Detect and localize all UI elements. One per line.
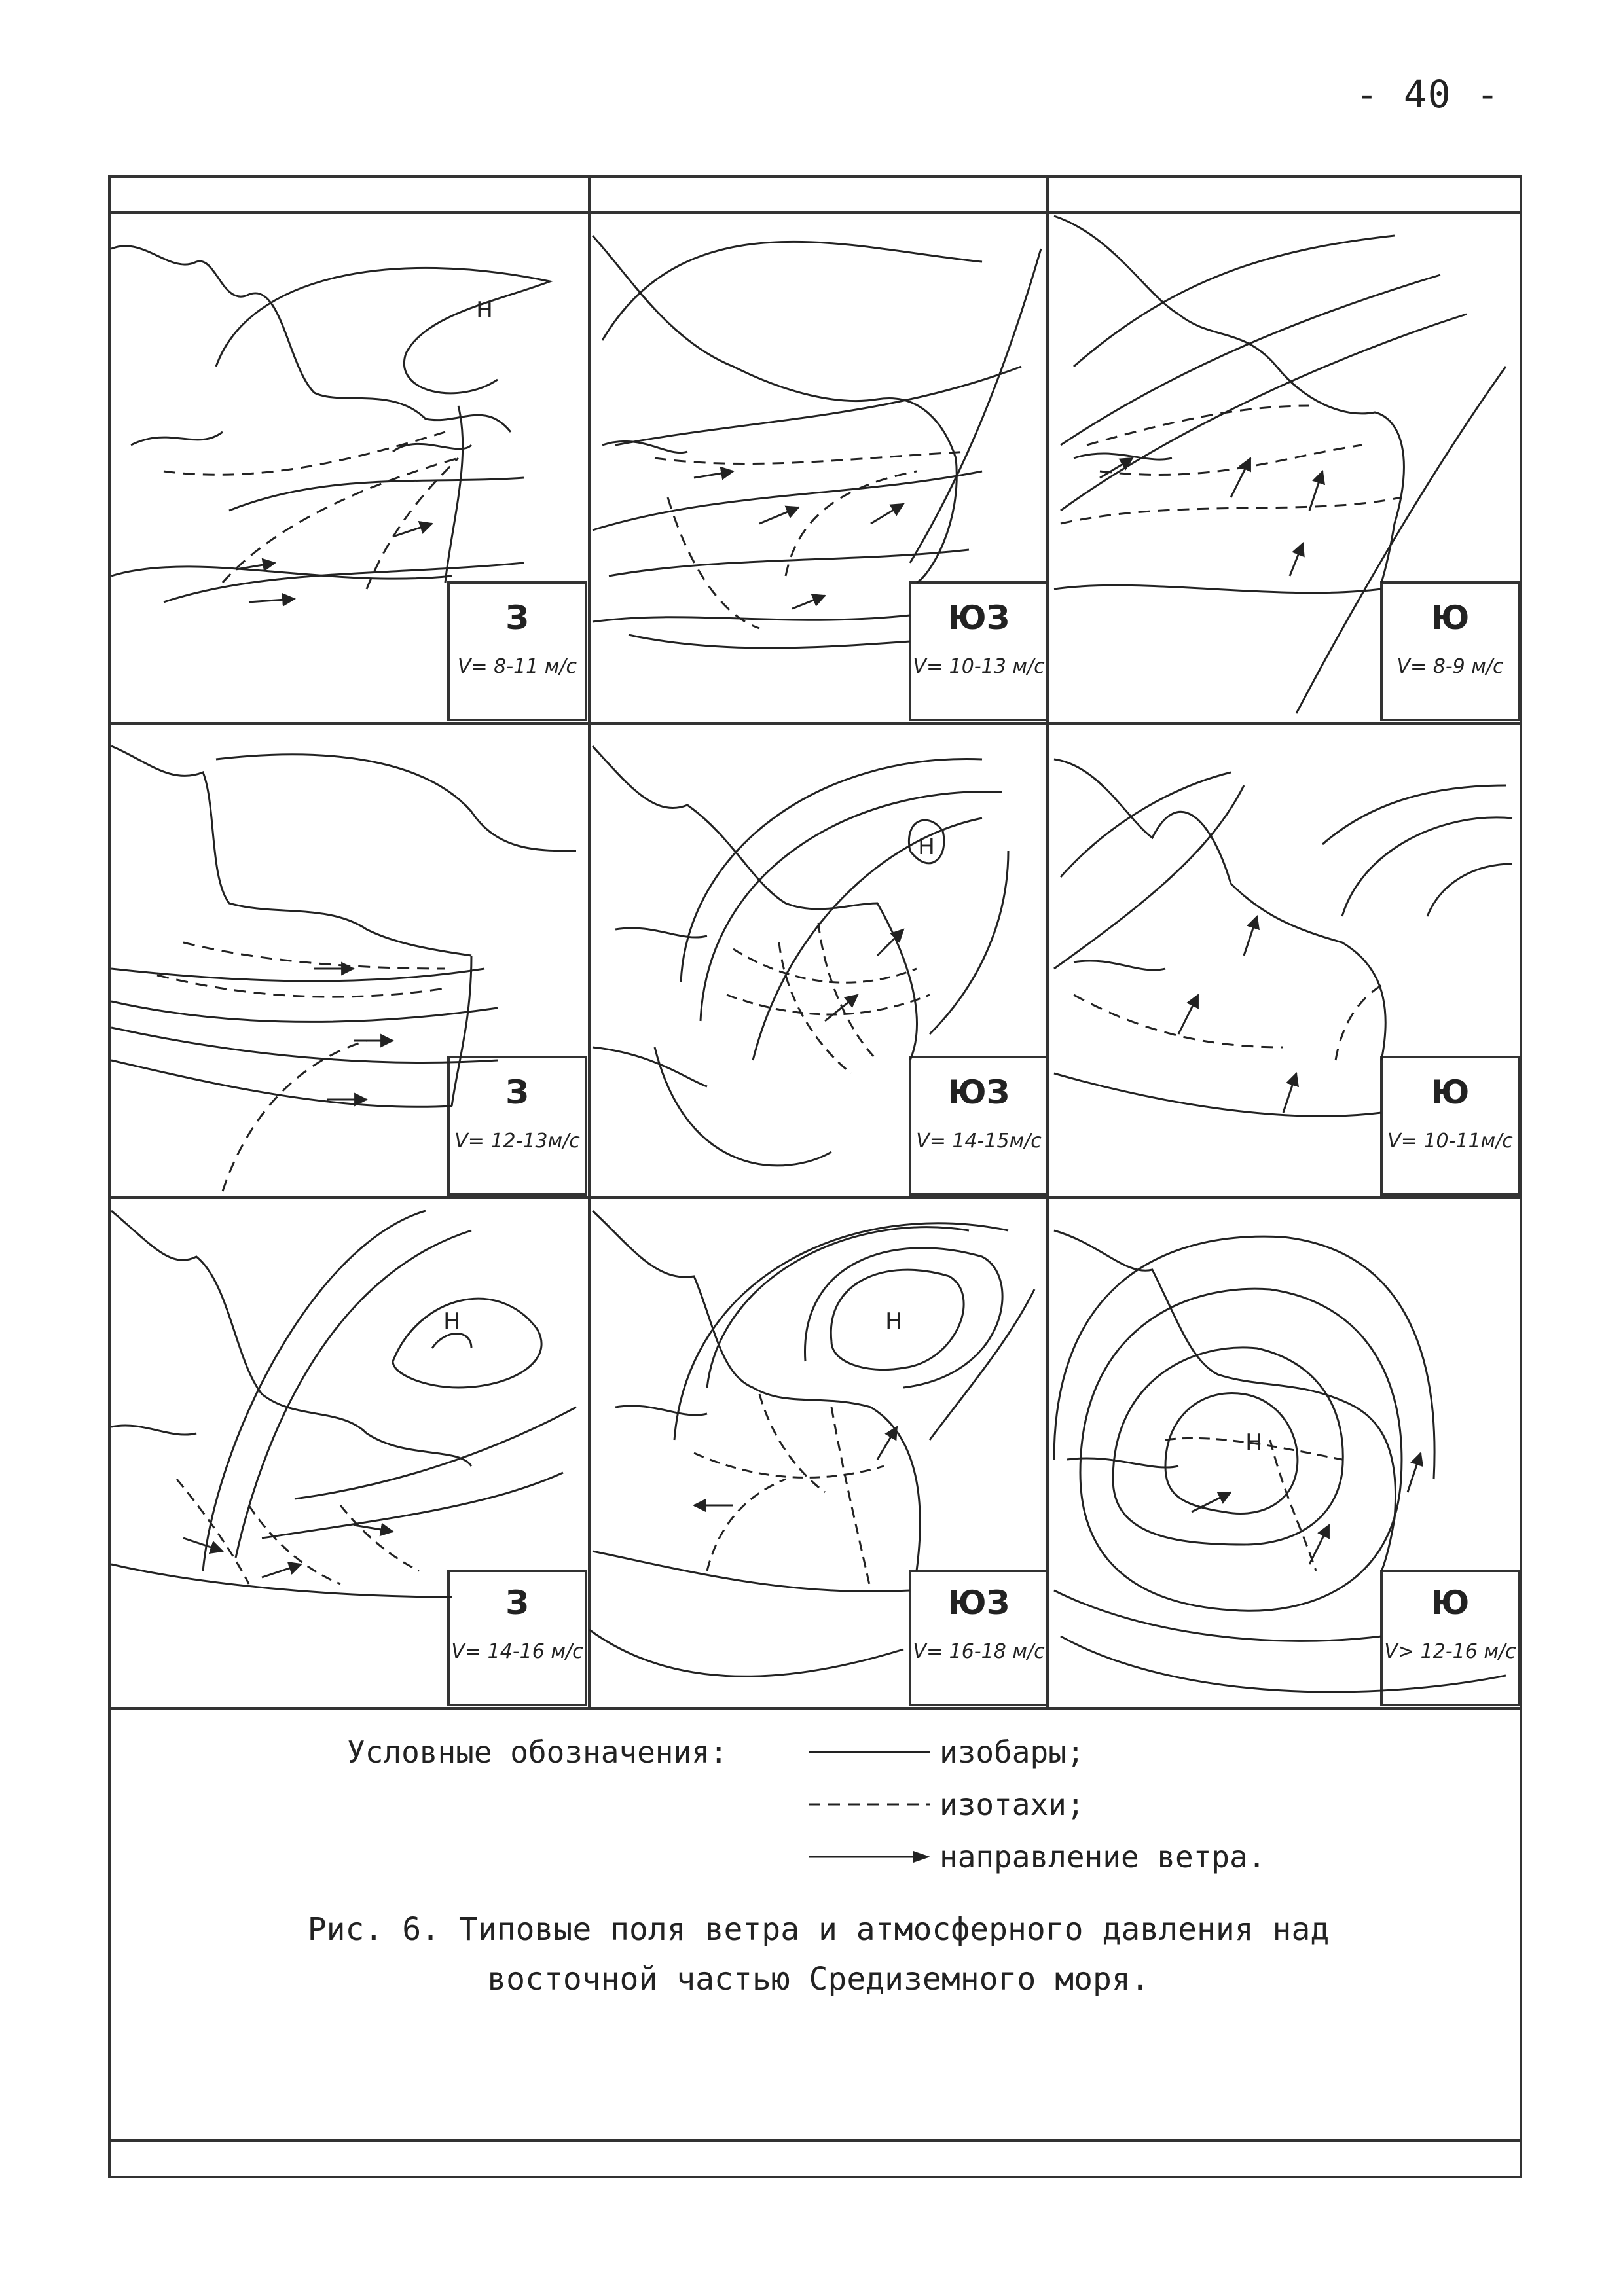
map-label-9 (1381, 1584, 1519, 1663)
map-label-4 (448, 1073, 586, 1153)
speed-label: V= 10-11м/с (1387, 1130, 1513, 1153)
direction-label: Ю (1431, 599, 1470, 637)
caption-line-1: Рис. 6. Типовые поля ветра и атмосферного давления над (307, 1911, 1330, 1948)
map-label-5 (910, 1073, 1048, 1153)
map-label-3 (1381, 599, 1519, 678)
map-7 (111, 1211, 576, 1597)
figure-caption (196, 1905, 1440, 2004)
direction-label: Ю (1431, 1584, 1470, 1622)
speed-label: V= 14-16 м/с (451, 1640, 583, 1663)
map-label-6 (1381, 1073, 1519, 1153)
legend-title: Условные обозначения: (347, 1734, 728, 1770)
direction-label: ЮЗ (947, 1073, 1010, 1111)
speed-label: V> 12-16 м/с (1384, 1640, 1516, 1663)
legend-isobars-label: изобары; (939, 1734, 1085, 1770)
legend-isotachs-label: изотахи; (939, 1787, 1085, 1822)
low-marker-2: Н (918, 834, 935, 860)
map-label-7 (448, 1584, 586, 1663)
speed-label: V= 14-15м/с (916, 1130, 1042, 1153)
low-marker-1: Н (476, 297, 493, 323)
direction-label: З (505, 1073, 529, 1111)
low-marker-5: Н (1245, 1429, 1262, 1456)
direction-label: З (505, 1584, 529, 1622)
direction-label: ЮЗ (947, 1584, 1010, 1622)
isobar-line-icon (809, 1742, 933, 1762)
speed-label: V= 8-11 м/с (457, 655, 577, 678)
speed-label: V= 8-9 м/с (1396, 655, 1504, 678)
speed-label: V= 16-18 м/с (913, 1640, 1045, 1663)
map-label-8 (910, 1584, 1048, 1663)
map-label-2 (910, 599, 1048, 678)
map-label-1 (448, 599, 586, 678)
caption-line-2: восточной частью Средиземного моря. (487, 1961, 1150, 1998)
legend-wind-label: направление ветра. (939, 1839, 1266, 1874)
page-number: - 40 - (1355, 72, 1501, 117)
isotach-dashed-line-icon (809, 1795, 933, 1814)
speed-label: V= 12-13м/с (454, 1130, 580, 1153)
low-marker-4: Н (885, 1308, 902, 1335)
direction-label: Ю (1431, 1073, 1470, 1111)
wind-arrow-icon (809, 1847, 933, 1867)
speed-label: V= 10-13 м/с (913, 655, 1045, 678)
low-marker-3: Н (443, 1308, 460, 1335)
direction-label: ЮЗ (947, 599, 1010, 637)
direction-label: З (505, 599, 529, 637)
